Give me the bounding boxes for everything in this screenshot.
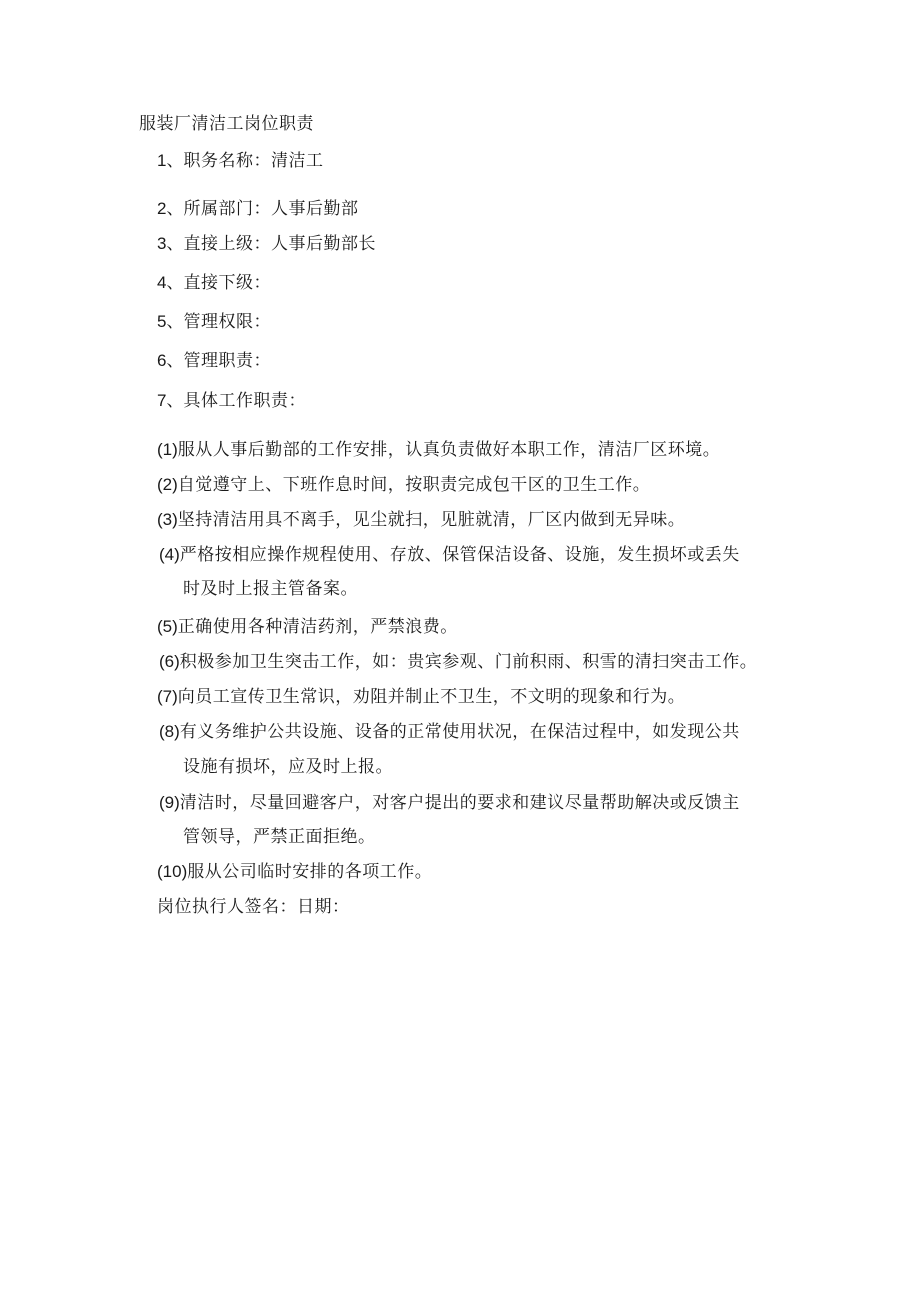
duty-item xyxy=(159,792,740,814)
duty-item xyxy=(157,861,432,883)
duty-item xyxy=(159,721,740,743)
info-item-number: 2、 xyxy=(157,199,184,218)
duty-item-text: 正确使用各种清洁药剂，严禁浪费。 xyxy=(177,617,458,637)
duty-item-number: (3) xyxy=(157,510,178,529)
info-item-text: 直接上级：人事后勤部长 xyxy=(183,234,376,254)
info-item xyxy=(157,311,271,333)
info-item-text: 职务名称：清洁工 xyxy=(183,151,324,171)
duty-item-number: (5) xyxy=(157,617,178,636)
duty-item-text: 积极参加卫生突击工作，如：贵宾参观、门前积雨、积雪的清扫突击工作。 xyxy=(179,652,758,672)
info-item-text: 管理职责： xyxy=(183,351,271,371)
info-item-number: 3、 xyxy=(157,234,184,253)
duty-item-number: (7) xyxy=(157,687,178,706)
duty-item xyxy=(157,474,650,496)
info-item-number: 5、 xyxy=(157,312,184,331)
duty-item xyxy=(157,439,720,461)
info-item-text: 具体工作职责： xyxy=(183,391,306,411)
duty-item xyxy=(157,686,685,708)
duty-item-text: 有义务维护公共设施、设备的正常使用状况，在保洁过程中，如发现公共 xyxy=(179,722,740,742)
duty-item-text: 严格按相应操作规程使用、存放、保管保洁设备、设施，发生损坏或丢失 xyxy=(179,545,740,565)
duty-item-text: 向员工宣传卫生常识，劝阻并制止不卫生，不文明的现象和行为。 xyxy=(177,687,686,707)
info-item xyxy=(157,198,358,220)
info-item-number: 7、 xyxy=(157,391,184,410)
info-item xyxy=(157,390,306,412)
info-item-text: 管理权限： xyxy=(183,312,271,332)
duty-item-continuation: 管领导，严禁正面拒绝。 xyxy=(183,827,376,847)
info-item xyxy=(157,272,271,294)
duty-item-number: (2) xyxy=(157,475,178,494)
duty-item-text: 自觉遵守上、下班作息时间，按职责完成包干区的卫生工作。 xyxy=(177,475,651,495)
duty-item-text: 服从公司临时安排的各项工作。 xyxy=(187,862,433,882)
signature-line: 岗位执行人签名：日期： xyxy=(157,897,350,917)
duty-item-number: (10) xyxy=(157,862,188,881)
duty-item xyxy=(157,616,458,638)
duty-item-text: 坚持清洁用具不离手，见尘就扫，见脏就清，厂区内做到无异味。 xyxy=(177,510,686,530)
info-item-number: 1、 xyxy=(157,151,184,170)
info-item xyxy=(157,233,376,255)
duty-item-number: (9) xyxy=(159,793,180,812)
info-item xyxy=(157,150,323,172)
duty-item-number: (6) xyxy=(159,652,180,671)
info-item xyxy=(157,350,271,372)
info-item-number: 6、 xyxy=(157,351,184,370)
duty-item-text: 清洁时，尽量回避客户，对客户提出的要求和建议尽量帮助解决或反馈主 xyxy=(179,793,740,813)
duty-item-number: (1) xyxy=(157,440,178,459)
duty-item xyxy=(159,544,740,566)
duty-item-continuation: 设施有损坏，应及时上报。 xyxy=(183,757,393,777)
duty-item xyxy=(157,509,685,531)
duty-item-text: 服从人事后勤部的工作安排，认真负责做好本职工作，清洁厂区环境。 xyxy=(177,440,721,460)
document-title: 服装厂清洁工岗位职责 xyxy=(139,114,314,134)
duty-item-number: (8) xyxy=(159,722,180,741)
info-item-text: 所属部门：人事后勤部 xyxy=(183,199,359,219)
info-item-text: 直接下级： xyxy=(183,273,271,293)
info-item-number: 4、 xyxy=(157,273,184,292)
duty-item xyxy=(159,651,757,673)
duty-item-number: (4) xyxy=(159,545,180,564)
duty-item-continuation: 时及时上报主管备案。 xyxy=(183,579,358,599)
